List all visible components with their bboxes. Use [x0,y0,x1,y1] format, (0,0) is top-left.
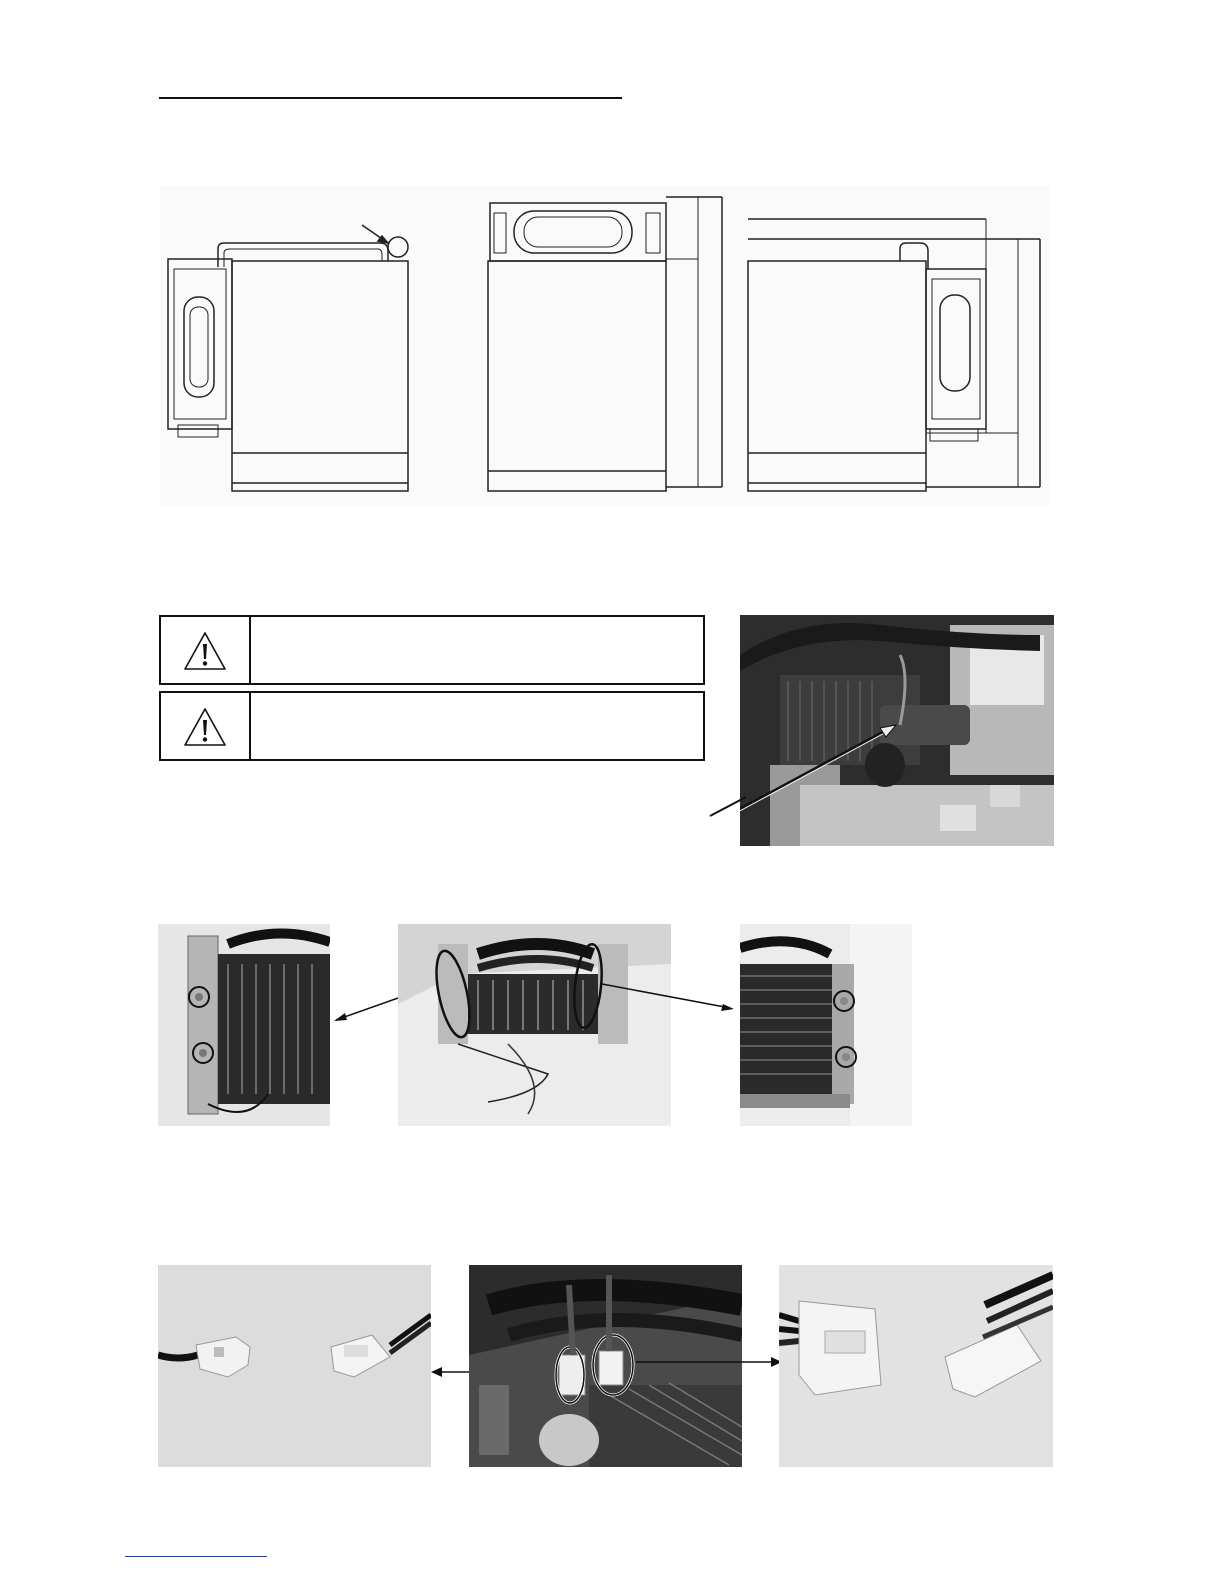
unit-overview-photo [398,924,671,1126]
arrow-to-large-connector [636,1354,784,1370]
title-underline [159,97,622,99]
large-connector-photo [779,1265,1053,1467]
footer-link-underline[interactable] [125,1556,267,1557]
rear-view-drawing [748,219,1040,491]
pointer-arrow [706,780,746,820]
front-view-drawing [488,197,722,491]
unit-left-screws-photo [158,924,330,1126]
unit-right-screws-photo [740,924,912,1126]
arrow-left [330,990,400,1030]
diagram-svg [160,185,1050,505]
warning-icon-cell [161,617,251,683]
arrow-right [600,980,740,1020]
warning-box-2 [159,691,705,761]
refrigeration-unit-photo [740,615,1054,846]
warning-icon-cell [161,693,251,759]
diagram-panel [160,185,1050,505]
warning-box-1 [159,615,705,685]
warning-triangle-icon [182,706,228,748]
warning-triangle-icon [182,630,228,672]
small-connector-photo [158,1265,431,1467]
side-view-drawing [168,225,408,491]
